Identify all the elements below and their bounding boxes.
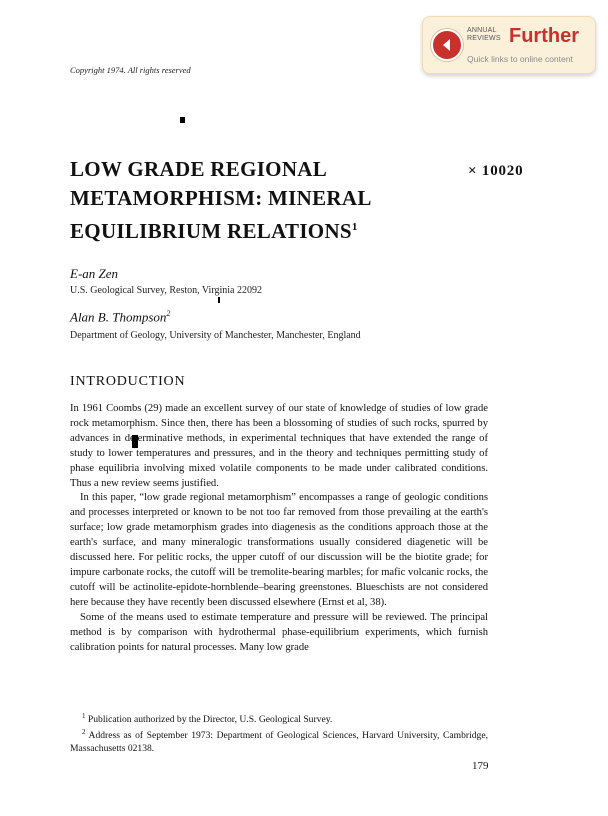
footnote: $^2$ Address as of September 1973: Department of Geological Sciences, Harvard University, Cambridge, Massachusetts 02138. <box>70 728 488 755</box>
author-affiliation: Department of Geology, University of Manchester, Manchester, England <box>70 330 361 341</box>
paragraph: In 1961 Coombs (29) made an excellent survey of our state of knowledge of studies of low grade rock metamorphism. Since then, there has been a blossoming of studies of such rocks, spurred by advances in determinative methods, in experimental techniques that have extended the range of study to lower temperatures and pressures, and in the theory and techniques permitting study of phase equilibria involving mixed volatile components to be made under calibrated conditions. Thus a new review seems justified. <box>70 403 488 489</box>
scan-mark <box>218 297 220 303</box>
title-line: METAMORPHISM: MINERAL <box>70 186 372 210</box>
title-line: LOW GRADE REGIONAL <box>70 157 328 181</box>
article-title <box>70 155 400 246</box>
page-number: 179 <box>472 760 489 772</box>
scan-mark <box>180 117 185 123</box>
further-badge[interactable] <box>422 16 596 74</box>
paragraph: In this paper, “low grade regional metamorphism” encompasses a range of geologic conditions and processes interpreted or known to be not too far removed from those prevailing at the earth's surface; low grade metamorphism grades into diagenesis as the conditions approach those at the earth's surface, and many mineralogic transformations usually considered diagenetic will be discussed here. For pelitic rocks, the upper cutoff of our discussion will be the biotite grade; for impure carbonate rocks, the cutoff will be tremolite-bearing marbles; for mafic volcanic rocks, the cutoff will be actinolite-epidote-hornblende–bearing greenstones. Blueschists are not considered here because they have recently been discussed elsewhere (Ernst et al, 38). <box>70 492 488 608</box>
author-name: E-an Zen <box>70 266 119 281</box>
annual-reviews-logo-text: ANNUAL REVIEWS <box>467 27 501 42</box>
author-name: Alan B. Thompson$^2$ <box>70 309 171 325</box>
paragraph: Some of the means used to estimate temperature and pressure will be reviewed. The principal method is by comparison with hydrothermal phase-equilibrium experiments, which furnish calibration points for natural processes. Many low grade <box>70 611 488 653</box>
body-text <box>70 402 488 655</box>
author-affiliation: U.S. Geological Survey, Reston, Virginia 22092 <box>70 285 262 296</box>
further-word: Further <box>509 25 579 47</box>
title-line: EQUILIBRIUM RELATIONS$^1$ <box>70 219 358 243</box>
footnote: $^1$ Publication authorized by the Director, U.S. Geological Survey. <box>82 712 333 726</box>
footnotes <box>70 710 488 755</box>
further-subtitle: Quick links to online content <box>467 54 573 64</box>
arrow-left-icon[interactable] <box>431 29 463 61</box>
section-heading: INTRODUCTION <box>70 374 186 389</box>
copyright-notice: Copyright 1974. All rights reserved <box>70 65 191 75</box>
author-footnote-marker: 2 <box>166 309 171 318</box>
title-footnote-marker: 1 <box>351 221 358 233</box>
article-code: × 10020 <box>468 163 524 179</box>
